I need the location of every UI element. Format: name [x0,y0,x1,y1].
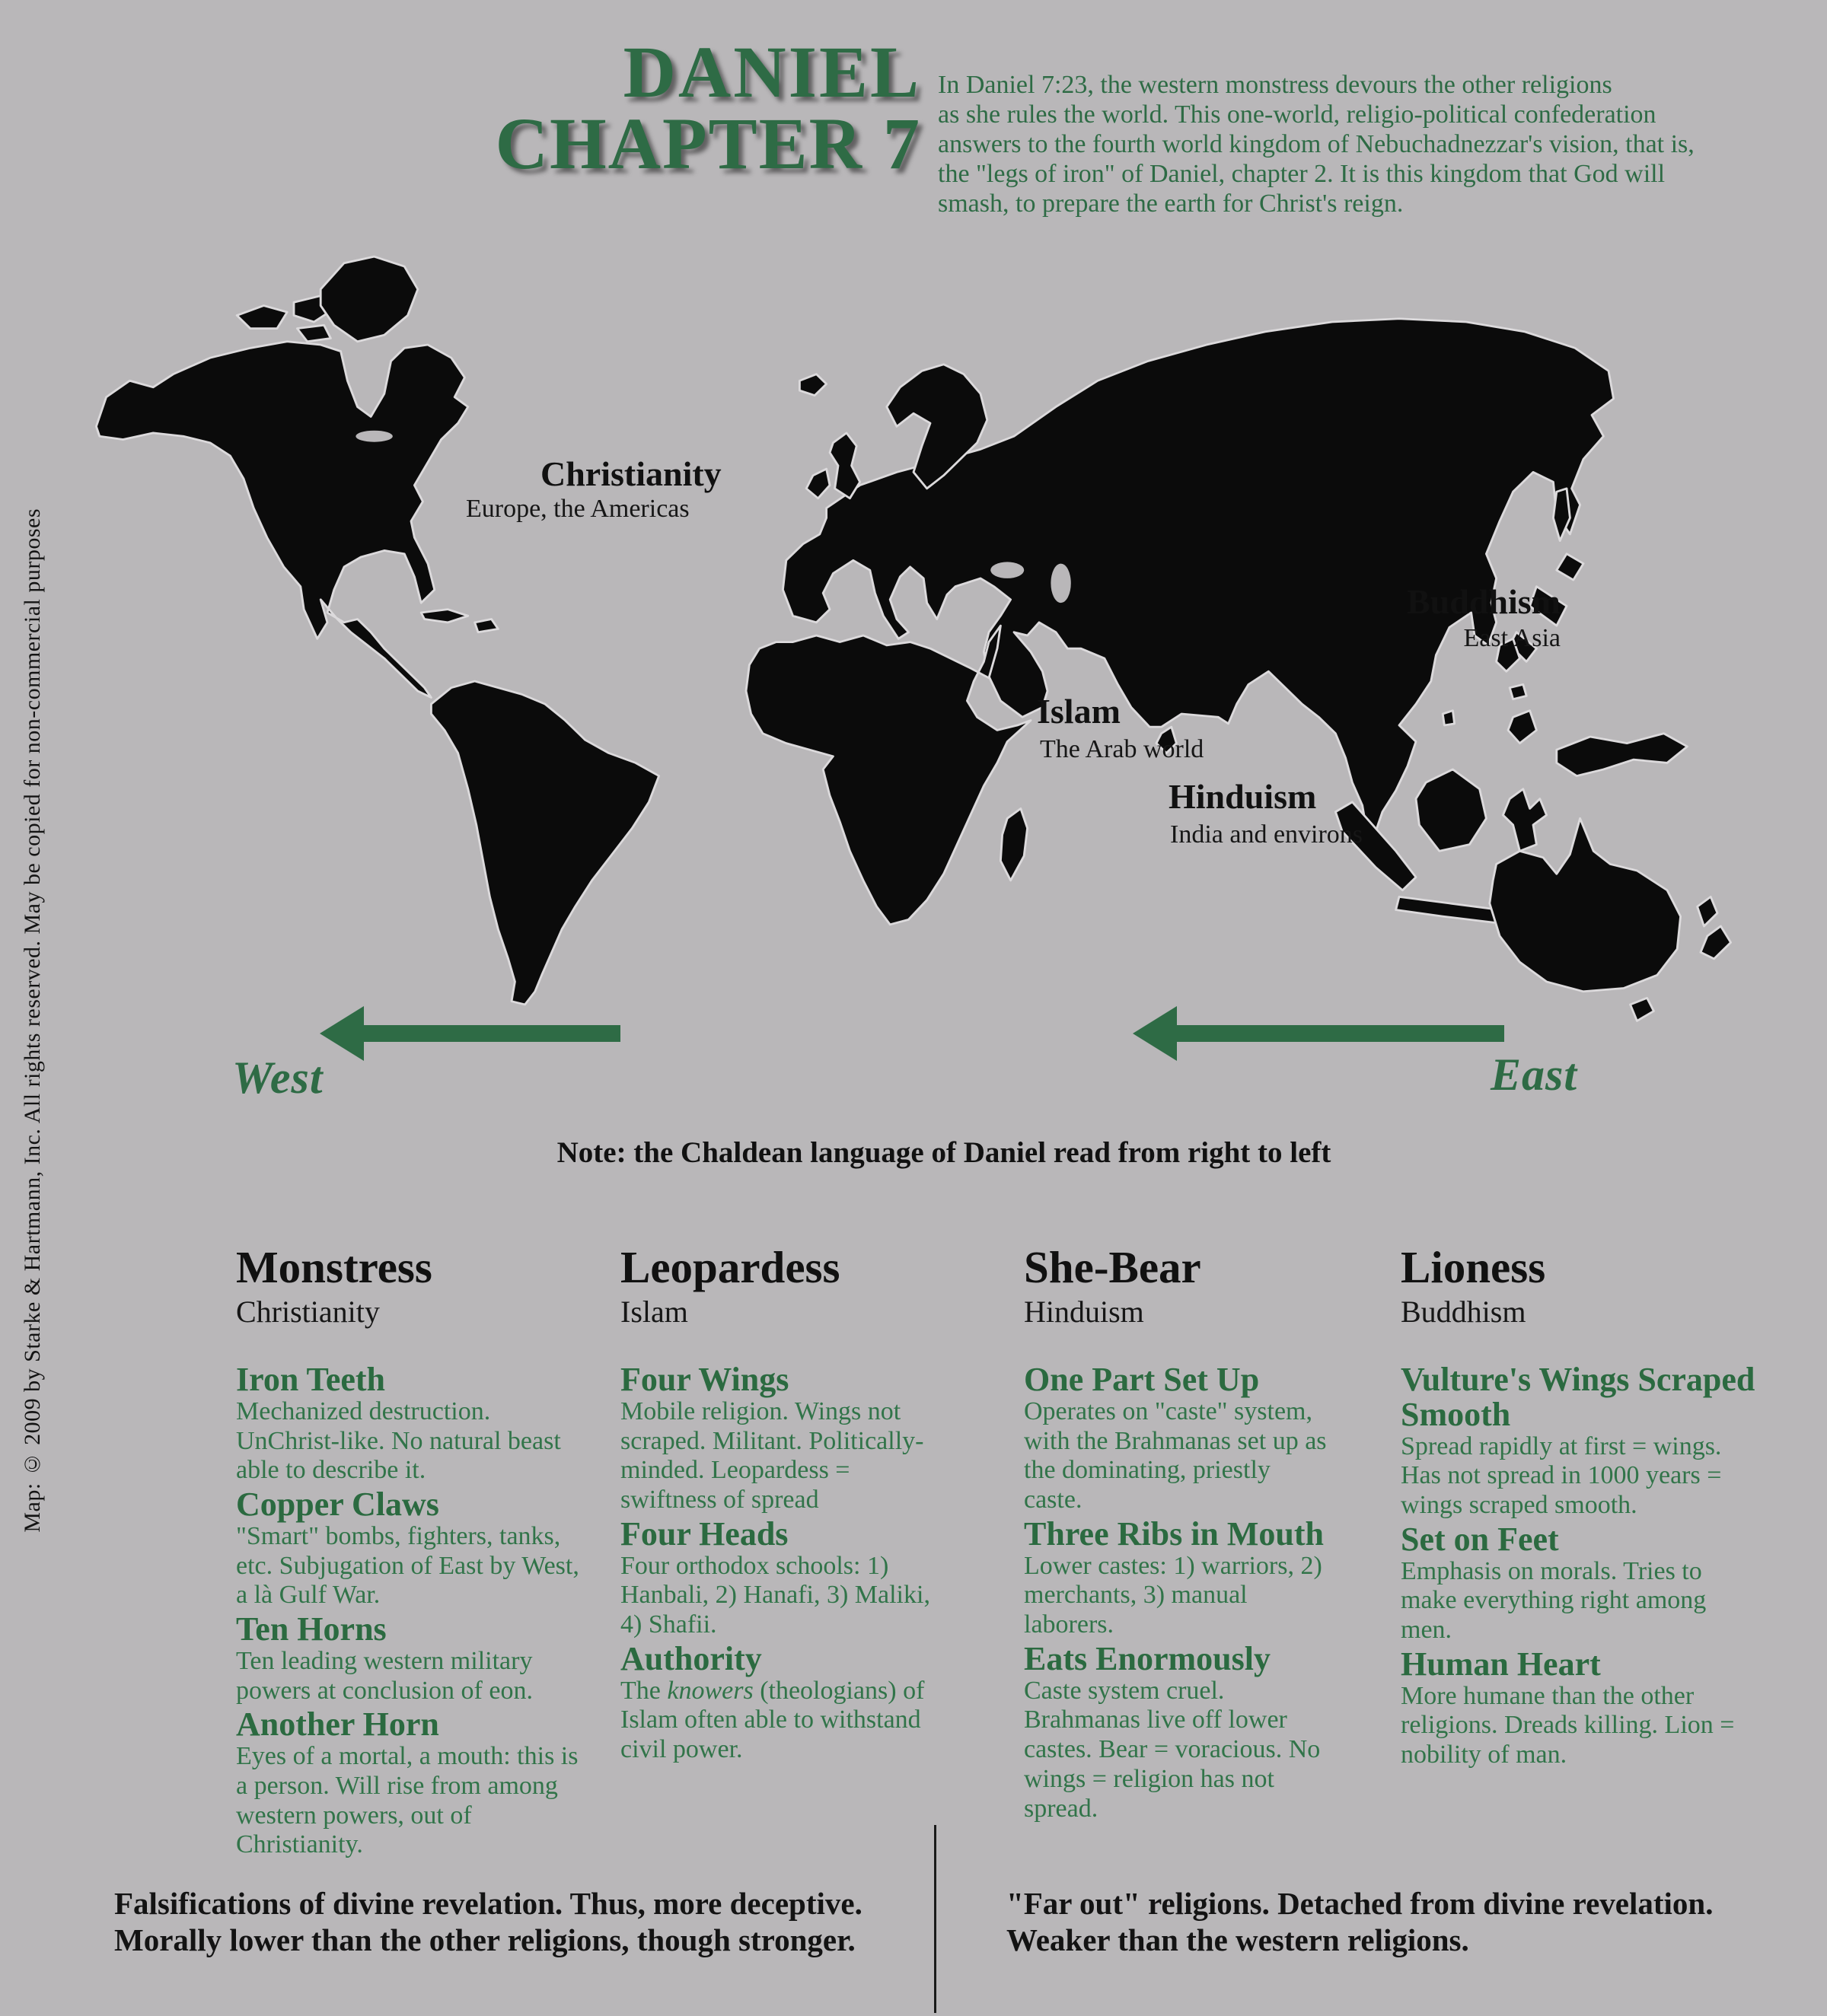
copyright-vertical-note: Map: © 2009 by Starke & Hartmann, Inc. All rights reserved. May be copied for non-commercial purposes [20,508,45,1533]
island-iceland [799,374,826,396]
section-heading-authority: Authority [620,1639,762,1677]
islands-canadian-arctic [297,325,330,341]
west-arrow-icon [320,1006,620,1061]
page-title [426,31,921,185]
italic-term: knowers [667,1676,754,1705]
east-arrow-icon [1133,1006,1504,1061]
section-body-four-wings: Mobile religion. Wings not scraped. Militant. Politically-minded. Leopardess = swiftness of spread [620,1397,924,1514]
section-body-four-heads: Four orthodox schools: 1) Hanbali, 2) Hanafi, 3) Maliki, 4) Shafii. [620,1551,930,1639]
beast-name-shebear: She-Bear [1024,1242,1201,1292]
beast-column-monstress [236,1242,586,1862]
islands-new-zealand [1698,897,1717,926]
east-label: East [1491,1049,1578,1100]
footer-right-line-2: Weaker than the western religions. [1006,1922,1469,1957]
map-label-region-buddhism: East Asia [1463,624,1561,652]
map-label-buddhism [1325,584,1561,661]
west-label: West [232,1053,324,1103]
footer-western-summary [114,1886,862,1959]
section-heading-set-on-feet: Set on Feet [1401,1520,1559,1558]
island-sakhalin [1553,489,1570,541]
beast-sections-monstress [236,1362,586,1860]
map-label-name-christianity: Christianity [540,454,722,493]
title-line-2: CHAPTER 7 [495,103,921,185]
continent-africa [746,626,1031,925]
island-cuba [421,610,468,623]
island-greenland [320,256,418,342]
map-label-region-islam: The Arab world [1040,735,1204,763]
map-label-christianity [466,454,892,533]
map-label-islam [1035,694,1340,770]
section-heading-four-heads: Four Heads [620,1514,789,1553]
body-text: The [620,1676,668,1705]
body-text: (theologians) of Islam often able to withstand civil power. [620,1676,925,1763]
section-body-copper-claws: "Smart" bombs, fighters, tanks, etc. Subjugation of East by West, a là Gulf War. [236,1521,579,1610]
section-heading-vulture-s-wings-scraped-smooth: Vulture's Wings Scraped Smooth [1401,1361,1755,1433]
beast-column-shebear [1024,1242,1334,1825]
section-body-one-part-set-up: Operates on "caste" system, with the Brahmanas set up as the dominating, priestly caste. [1024,1397,1327,1514]
chaldean-note: Note: the Chaldean language of Daniel read from right to left [556,1136,1331,1169]
footer-right-line-1: "Far out" religions. Detached from divine revelation. [1006,1886,1714,1921]
section-heading-eats-enormously: Eats Enormously [1024,1639,1271,1677]
beast-name-leopardess: Leopardess [620,1242,840,1292]
sea-black-sea [990,562,1024,578]
beast-sections-shebear [1024,1362,1334,1823]
map-label-region-hinduism: India and environs [1170,820,1363,849]
island-new-guinea [1557,734,1688,776]
section-body-authority [620,1677,940,1765]
intro-line-1: In Daniel 7:23, the western monstress devours the other religions [938,71,1612,99]
section-heading-four-wings: Four Wings [620,1361,789,1398]
island-java [1396,897,1500,922]
intro-paragraph [938,70,1783,218]
map-label-name-hinduism: Hinduism [1169,777,1317,816]
beast-sections-leopardess [620,1362,940,1765]
intro-line-2: as she rules the world. This one-world, religio-political confederation [938,100,1656,129]
island-hispaniola [475,619,499,632]
beast-religion-lioness: Buddhism [1401,1295,1526,1329]
beast-religion-shebear: Hinduism [1024,1295,1144,1329]
map-label-name-islam: Islam [1037,692,1121,731]
island-madagascar [1000,808,1027,880]
footer-eastern-summary [1006,1886,1713,1959]
footer-left-line-2: Morally lower than the other religions, though stronger. [114,1922,856,1957]
islands-new-zealand [1701,926,1731,959]
sea-caspian [1051,564,1070,604]
beast-religion-monstress: Christianity [236,1295,380,1329]
section-heading-copper-claws: Copper Claws [236,1486,439,1523]
section-body-another-horn: Eyes of a mortal, a mouth: this is a person. Will rise from among western powers, out of Christianity. [236,1742,579,1859]
island-taiwan [1443,711,1454,725]
beast-column-lioness [1401,1242,1757,1772]
islands-philippines [1508,711,1536,744]
islands-canadian-arctic [237,306,287,329]
section-body-eats-enormously: Caste system cruel. Brahmanas live off lower castes. Bear = voracious. No wings = religion has not spread. [1024,1676,1321,1823]
footer-left-line-1: Falsifications of divine revelation. Thus, more deceptive. [114,1886,862,1921]
intro-line-3: answers to the fourth world kingdom of Nebuchadnezzar's vision, that is, [938,130,1695,158]
island-tasmania [1631,998,1654,1021]
section-heading-one-part-set-up: One Part Set Up [1024,1361,1260,1398]
beast-sections-lioness [1401,1362,1757,1770]
lakes-great-lakes [356,431,392,442]
beast-name-monstress: Monstress [236,1242,432,1292]
section-heading-another-horn: Another Horn [236,1705,439,1744]
islands-japan [1557,554,1583,580]
footer-divider [934,1825,936,2013]
section-heading-ten-horns: Ten Horns [236,1610,387,1648]
intro-line-4: the "legs of iron" of Daniel, chapter 2. It is this kingdom that God will [938,160,1666,188]
beast-name-lioness: Lioness [1401,1242,1546,1292]
section-body-human-heart: More humane than the other religions. Dreads killing. Lion = nobility of man. [1401,1681,1735,1769]
continent-north-america [96,342,467,698]
map-label-region-christianity: Europe, the Americas [466,495,690,523]
section-body-iron-teeth: Mechanized destruction. UnChrist-like. No natural beast able to describe it. [236,1397,561,1485]
intro-line-5: smash, to prepare the earth for Christ's reign. [938,189,1404,218]
beast-column-leopardess [620,1242,940,1766]
section-heading-three-ribs-in-mouth: Three Ribs in Mouth [1024,1514,1325,1553]
section-heading-human-heart: Human Heart [1401,1645,1601,1683]
map-label-name-buddhism: Buddhism [1406,582,1561,621]
island-sulawesi [1503,789,1546,852]
section-body-ten-horns: Ten leading western military powers at conclusion of eon. [236,1646,533,1705]
beast-religion-leopardess: Islam [620,1295,688,1329]
islands-philippines [1510,684,1526,699]
section-body-set-on-feet: Emphasis on morals. Tries to make everything right among men. [1401,1556,1707,1644]
section-heading-iron-teeth: Iron Teeth [236,1361,386,1398]
map-label-hinduism [1169,779,1488,855]
continent-south-america [431,681,658,1005]
section-body-three-ribs-in-mouth: Lower castes: 1) warriors, 2) merchants, 3) manual laborers. [1024,1551,1322,1639]
section-body-vulture-s-wings-scraped-smooth: Spread rapidly at first = wings. Has not spread in 1000 years = wings scraped smooth. [1401,1432,1722,1519]
title-line-1: DANIEL [623,31,921,113]
